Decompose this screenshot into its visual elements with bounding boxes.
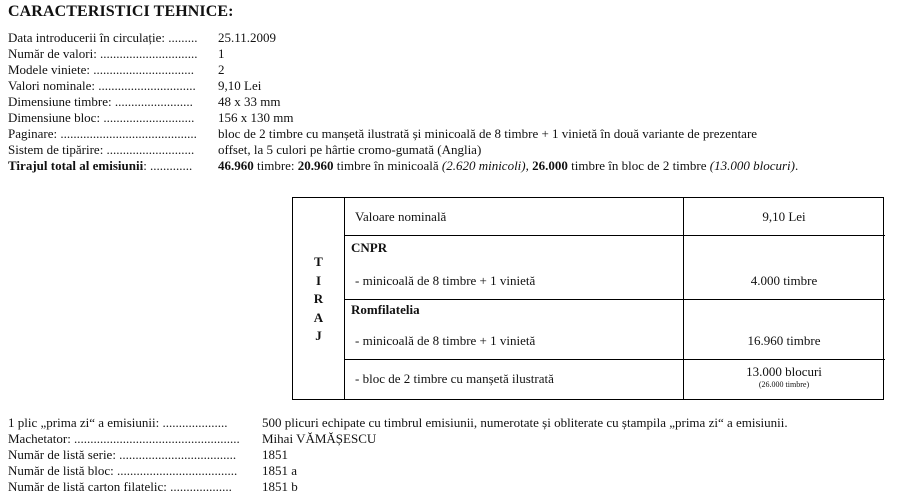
- spec-label: Dimensiune timbre: ........................: [8, 94, 193, 109]
- romfilatelia-value-minisheet: 16.960 timbre: [747, 333, 821, 348]
- spec-label: Data introducerii în circulație: .........: [8, 30, 198, 45]
- spec-label: Paginare: ..........................................: [8, 126, 197, 141]
- total-label: Tirajul total al emisiunii: [8, 158, 144, 173]
- total-blocks: (13.000 blocuri): [709, 158, 795, 173]
- detail-label: Machetator: ...................................................: [8, 431, 240, 446]
- romfilatelia-heading: Romfilatelia: [351, 302, 420, 317]
- row-divider: [345, 359, 885, 360]
- tiraj-side-label: [293, 198, 345, 399]
- spec-label: Număr de valori: ..............................: [8, 46, 198, 61]
- total-text: timbre în minicoală: [333, 158, 442, 173]
- spec-value: offset, la 5 culori pe hârtie cromo-gumată (Anglia): [218, 142, 482, 157]
- spec-label: [8, 158, 192, 174]
- spec-label: Modele viniete: ...............................: [8, 62, 194, 77]
- detail-label: 1 plic „prima zi“ a emisiunii: ....................: [8, 415, 228, 430]
- total-label-suffix: : .............: [143, 158, 193, 173]
- spec-value: [218, 158, 798, 174]
- total-text: .: [794, 158, 799, 173]
- row-divider: [345, 299, 885, 300]
- romfilatelia-item-block: - bloc de 2 timbre cu manșetă ilustrată: [355, 371, 554, 386]
- detail-value: Mihai VĂMĂȘESCU: [262, 431, 377, 446]
- tiraj-table: [292, 197, 884, 400]
- tiraj-letter: A: [313, 309, 324, 325]
- spec-value: 9,10 Lei: [218, 78, 262, 93]
- detail-label: Număr de listă bloc: .....................................: [8, 463, 238, 478]
- romfilatelia-value-block: [684, 365, 884, 391]
- spec-value: 48 x 33 mm: [218, 94, 281, 109]
- nominal-value: 9,10 Lei: [762, 209, 806, 224]
- tiraj-letter: T: [314, 254, 323, 269]
- cnpr-value: 4.000 timbre: [750, 273, 818, 288]
- spec-label: Sistem de tipărire: ...........................: [8, 142, 195, 157]
- total-block-stamps: 26.000: [532, 158, 568, 173]
- total-text: timbre:: [253, 158, 298, 173]
- detail-label: Număr de listă serie: ....................................: [8, 447, 237, 462]
- spec-value: 1: [218, 46, 225, 61]
- spec-value: bloc de 2 timbre cu manșetă ilustrată și minicoală de 8 timbre + 1 vinietă în două variante de prezentare: [218, 126, 758, 141]
- block-count: 13.000 blocuri: [746, 364, 822, 379]
- detail-value: 1851: [262, 447, 288, 462]
- row-divider: [345, 235, 885, 236]
- detail-value: 500 plicuri echipate cu timbrul emisiunii, numerotate și obliterate cu ștampila „prima zi“ a emisiunii.: [262, 415, 788, 430]
- spec-value: 2: [218, 62, 225, 77]
- tiraj-letter: J: [315, 328, 322, 344]
- spec-value: 25.11.2009: [218, 30, 277, 45]
- nominal-value-label: Valoare nominală: [355, 209, 447, 224]
- cnpr-heading: CNPR: [351, 240, 388, 255]
- detail-value: 1851 a: [262, 463, 298, 478]
- total-minisheet-stamps: 20.960: [297, 158, 334, 173]
- spec-label: Valori nominale: ..............................: [8, 78, 196, 93]
- cnpr-item: - minicoală de 8 timbre + 1 vinietă: [355, 273, 536, 288]
- tiraj-letter: R: [313, 291, 324, 307]
- detail-label: Număr de listă carton filatelic: ...................: [8, 479, 232, 494]
- detail-value: 1851 b: [262, 479, 298, 494]
- total-minisheets: (2.620 minicoli),: [441, 158, 529, 173]
- tiraj-letter: I: [315, 272, 322, 288]
- spec-label: Dimensiune bloc: ............................: [8, 110, 195, 125]
- total-text: timbre în bloc de 2 timbre: [567, 158, 710, 173]
- page-title: CARACTERISTICI TEHNICE:: [8, 3, 234, 20]
- spec-value: 156 x 130 mm: [218, 110, 294, 125]
- block-stamp-count: (26.000 timbre): [758, 380, 810, 389]
- romfilatelia-item-minisheet: - minicoală de 8 timbre + 1 vinietă: [355, 333, 536, 348]
- total-stamps: 46.960: [218, 158, 254, 173]
